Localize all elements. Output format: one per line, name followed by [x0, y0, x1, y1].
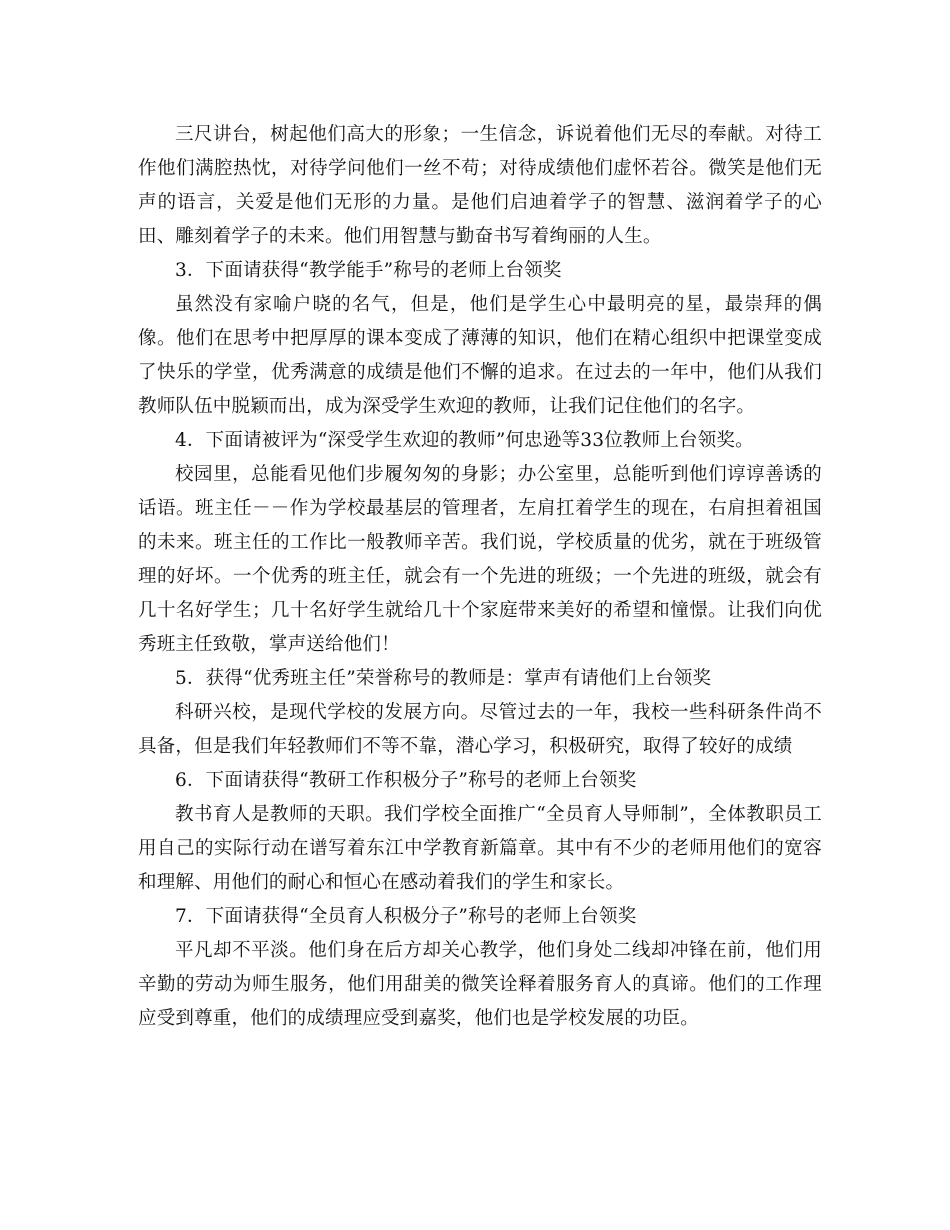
paragraph-mentor-system: 教书育人是教师的天职。我们学校全面推广“全员育人导师制”，全体教职员工用自己的实际行动在谱写着东江中学教育新篇章。其中有不少的老师用他们的宽容和理解、用他们的耐心和恒心在感动着我们的学生和家长。: [138, 804, 822, 893]
paragraph-head-teacher: 校园里，总能看见他们步履匆匆的身影；办公室里，总能听到他们谆谆善诱的话语。班主任－－作为学校最基层的管理者，左肩扛着学生的现在，右肩担着祖国的未来。班主任的工作比一般教师辛苦。我们说，学校质量的优劣，就在于班级管理的好坏。一个优秀的班主任，就会有一个先进的班级；一个先进的班级，就会有几十名好学生；几十名好学生就给几十个家庭带来美好的希望和憧憬。让我们向优秀班主任致敬，掌声送给他们！: [138, 464, 822, 655]
award-heading-popular-teacher: 4．下面请被评为“深受学生欢迎的教师”何忠逊等33位教师上台领奖。: [175, 430, 754, 451]
award-heading-research-activist: 6．下面请获得“教研工作积极分子”称号的老师上台领奖: [175, 770, 637, 791]
award-heading-mentor-activist: 7．下面请获得“全员育人积极分子”称号的老师上台领奖: [175, 906, 637, 927]
award-heading-excellent-head-teacher: 5．获得“优秀班主任”荣誉称号的教师是：掌声有请他们上台领奖: [175, 668, 712, 689]
award-heading-teaching-expert: 3．下面请获得“教学能手”称号的老师上台领奖: [175, 260, 562, 281]
paragraph-brightest-star: 虽然没有家喻户晓的名气，但是，他们是学生心中最明亮的星，最崇拜的偶像。他们在思考中把厚厚的课本变成了薄薄的知识，他们在精心组织中把课堂变成了快乐的学堂，优秀满意的成绩是他们不懈的追求。在过去的一年中，他们从我们教师队伍中脱颖而出，成为深受学生欢迎的教师，让我们记住他们的名字。: [138, 294, 822, 417]
document-body: [138, 118, 822, 1036]
paragraph-support-staff: 平凡却不平淡。他们身在后方却关心教学，他们身处二线却冲锋在前，他们用辛勤的劳动为师生服务，他们用甜美的微笑诠释着服务育人的真谛。他们的工作理应受到尊重，他们的成绩理应受到嘉奖，他们也是学校发展的功臣。: [138, 940, 822, 1029]
paragraph-research: 科研兴校，是现代学校的发展方向。尽管过去的一年，我校一些科研条件尚不具备，但是我们年轻教师们不等不靠，潜心学习，积极研究，取得了较好的成绩: [138, 702, 822, 757]
paragraph-podium-intro: 三尺讲台，树起他们高大的形象；一生信念，诉说着他们无尽的奉献。对待工作他们满腔热忱，对待学问他们一丝不苟；对待成绩他们虚怀若谷。微笑是他们无声的语言，关爱是他们无形的力量。是他们启迪着学子的智慧、滋润着学子的心田、雕刻着学子的未来。他们用智慧与勤奋书写着绚丽的人生。: [138, 124, 822, 247]
